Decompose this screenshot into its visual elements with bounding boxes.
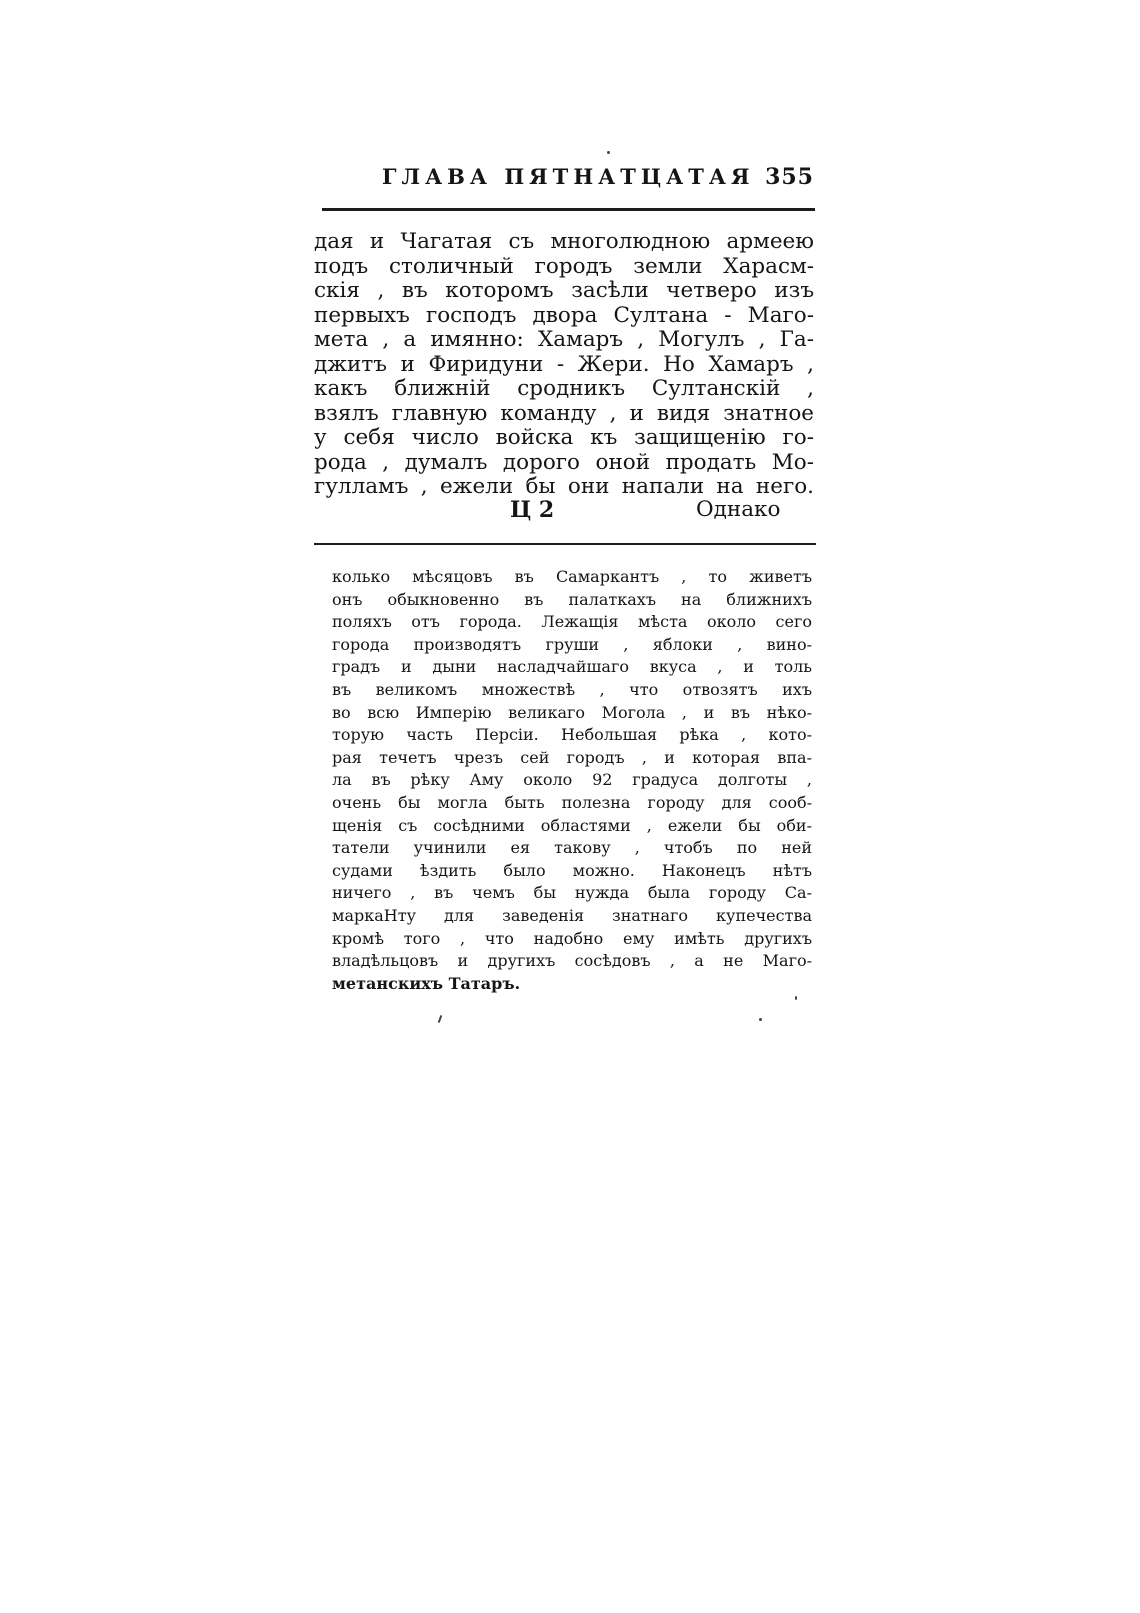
- page-header: [368, 158, 818, 198]
- footnote-line: рая течетъ чрезъ сей городъ , и которая впа-: [332, 747, 812, 767]
- main-text-line: мета , а имянно: Хамаръ , Могулъ , Га-: [314, 327, 814, 352]
- footnote-line: торую часть Персіи. Небольшая рѣка , кото-: [332, 725, 812, 745]
- footnote-line: ничего , въ чемъ бы нужда была городу Са-: [332, 883, 812, 903]
- main-text-block: [314, 230, 814, 500]
- print-speck: [795, 996, 797, 1000]
- header-rule: [322, 208, 815, 211]
- main-text-line: подъ столичный городъ земли Харасм-: [314, 253, 814, 279]
- main-text-line: джитъ и Фиридуни - Жери. Но Хамаръ ,: [314, 351, 814, 377]
- main-text-line: рода , думалъ дорого оной продать Мо-: [314, 449, 814, 475]
- main-text-line: дая и Чагатая съ многолюдною армеею: [314, 229, 814, 254]
- signature-mark: Ц 2: [510, 497, 555, 523]
- footnote-block: [332, 566, 812, 995]
- footnote-line: въ великомъ множествѣ , что отвозятъ ихъ: [332, 679, 812, 699]
- footnote-line: поляхъ отъ города. Лежащія мѣста около сего: [332, 612, 812, 632]
- page-number: 355: [765, 164, 814, 190]
- print-speck: [607, 151, 610, 154]
- footnote-line: маркаНту для заведенія знатнаго купечества: [332, 905, 812, 925]
- print-speck: [759, 1018, 762, 1021]
- footnote-line: кромѣ того , что надобно ему имѣть другихъ: [332, 928, 812, 948]
- catchword: Однако: [696, 497, 781, 522]
- main-text-line: гулламъ , ежели бы они напали на него.: [314, 474, 814, 499]
- main-text-line: первыхъ господъ двора Султана - Маго-: [314, 302, 814, 328]
- footnote-line: градъ и дыни насладчайшаго вкуса , и толь: [332, 657, 812, 677]
- footnote-line: татели учинили ея такову , чтобъ по ней: [332, 838, 812, 858]
- main-text-line: взялъ главную команду , и видя знатное: [314, 400, 814, 426]
- footnote-line: щенія съ сосѣдними областями , ежели бы оби-: [332, 815, 812, 835]
- running-head: ГЛАВА ПЯТНАТЦАТАЯ: [382, 164, 755, 189]
- print-speck: [438, 1015, 443, 1023]
- footnote-line: очень бы могла быть полезна городу для сооб-: [332, 792, 812, 812]
- footnote-rule: [314, 543, 816, 545]
- footnote-line: колько мѣсяцовъ въ Самаркантъ , то живетъ: [332, 567, 812, 586]
- main-text-line: какъ ближній сродникъ Султанскій ,: [314, 376, 814, 401]
- footnote-line: города производятъ груши , яблоки , вино-: [332, 634, 812, 654]
- footnote-line: онъ обыкновенно въ палаткахъ на ближнихъ: [332, 589, 812, 609]
- footnote-line: ла въ рѣку Аму около 92 градуса долготы ,: [332, 770, 812, 790]
- main-text-line: у себя число войска къ защищенію го-: [314, 425, 814, 450]
- footnote-line: метанскихъ Татаръ.: [332, 973, 521, 993]
- footnote-line: судами ѣздить было можно. Наконецъ нѣтъ: [332, 860, 812, 880]
- footnote-line: во всю Имперію великаго Могола , и въ нѣко-: [332, 702, 812, 722]
- main-text-line: скія , въ которомъ засѣли четверо изъ: [314, 278, 814, 303]
- footnote-line: владѣльцовъ и другихъ сосѣдовъ , а не Маго-: [332, 951, 812, 971]
